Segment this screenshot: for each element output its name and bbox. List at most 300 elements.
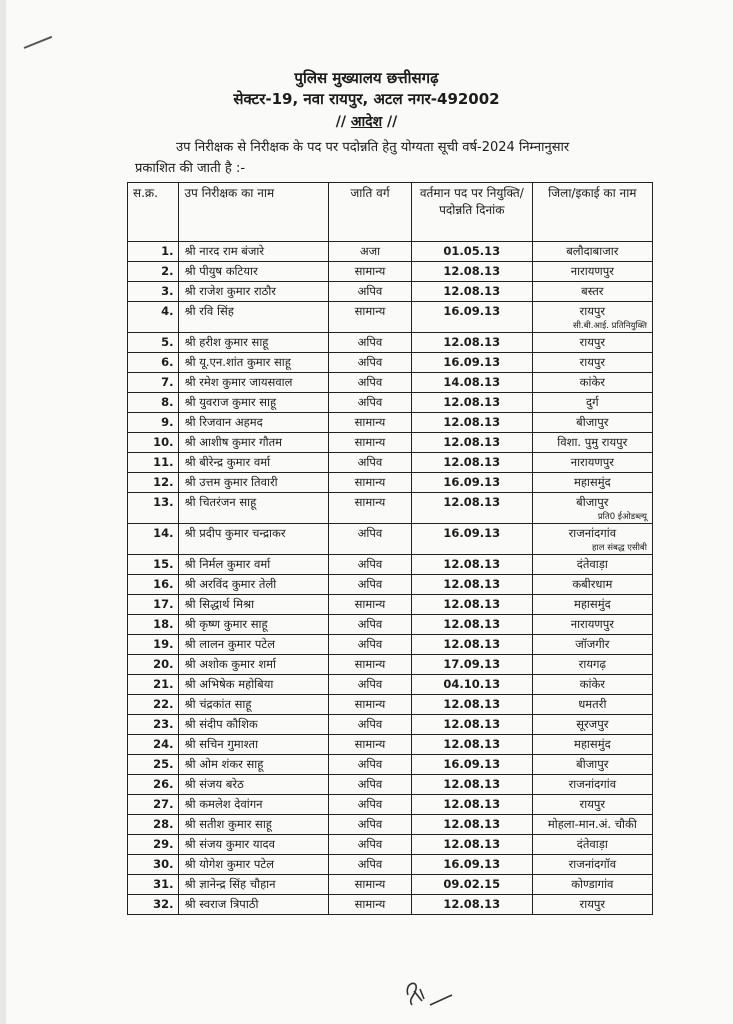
date-cell-text: 12.08.13 bbox=[443, 415, 501, 429]
category-cell bbox=[329, 655, 412, 675]
table-row bbox=[128, 493, 653, 524]
district-cell bbox=[532, 262, 652, 282]
district-cell bbox=[532, 473, 652, 493]
district-cell-text: महासमुंद bbox=[573, 597, 611, 611]
serial-cell bbox=[128, 473, 179, 493]
table-row bbox=[128, 855, 653, 875]
serial-cell bbox=[128, 795, 179, 815]
table-row bbox=[128, 413, 653, 433]
serial-cell bbox=[128, 775, 179, 795]
col-district: जिला/इकाई का नाम bbox=[532, 183, 652, 242]
date-cell-text: 12.08.13 bbox=[443, 264, 501, 278]
table-row bbox=[128, 262, 653, 282]
table-body bbox=[128, 242, 653, 915]
date-cell bbox=[411, 695, 532, 715]
category-cell bbox=[329, 895, 412, 915]
name-cell-text: श्री रवि सिंह bbox=[184, 304, 234, 318]
date-cell-text: 12.08.13 bbox=[443, 737, 501, 751]
name-cell-text: श्री ज्ञानेन्द्र सिंह चौहान bbox=[184, 877, 276, 891]
name-cell bbox=[179, 615, 329, 635]
name-cell-text: श्री संजय बरेठ bbox=[184, 777, 244, 791]
district-cell-text: दंतेवाड़ा bbox=[576, 837, 608, 851]
name-cell bbox=[179, 473, 329, 493]
serial-cell bbox=[128, 815, 179, 835]
category-cell bbox=[329, 302, 412, 333]
district-cell-text: कांकेर bbox=[579, 375, 605, 389]
serial-cell-text: 9. bbox=[161, 415, 174, 429]
category-cell-text: सामान्य bbox=[354, 737, 386, 751]
name-cell-text: श्री सतीश कुमार साहू bbox=[184, 817, 272, 831]
date-cell bbox=[411, 302, 532, 333]
category-cell-text: अपिव bbox=[357, 577, 383, 591]
category-cell-text: सामान्य bbox=[354, 475, 386, 489]
district-cell-text: राजनांदगांव bbox=[568, 777, 617, 791]
date-cell bbox=[411, 715, 532, 735]
district-cell-text: रायपुर bbox=[579, 897, 606, 911]
order-prefix: // bbox=[335, 114, 351, 130]
district-cell bbox=[532, 835, 652, 855]
table-row bbox=[128, 755, 653, 775]
name-cell-text: श्री बीरेन्द्र कुमार वर्मा bbox=[184, 455, 271, 469]
district-cell-text: राजनांदगॉव bbox=[568, 857, 617, 871]
table-row bbox=[128, 242, 653, 262]
serial-cell-text: 27. bbox=[153, 797, 174, 811]
date-cell bbox=[411, 493, 532, 524]
category-cell bbox=[329, 795, 412, 815]
name-cell bbox=[179, 393, 329, 413]
district-cell bbox=[532, 353, 652, 373]
serial-cell bbox=[128, 393, 179, 413]
serial-cell bbox=[128, 433, 179, 453]
district-cell bbox=[532, 815, 652, 835]
district-cell-text: बीजापुर bbox=[576, 495, 609, 509]
scan-edge bbox=[0, 0, 6, 1024]
name-cell bbox=[179, 635, 329, 655]
category-cell bbox=[329, 453, 412, 473]
date-cell bbox=[411, 555, 532, 575]
date-cell bbox=[411, 595, 532, 615]
date-cell-text: 09.02.15 bbox=[443, 877, 501, 891]
name-cell bbox=[179, 675, 329, 695]
serial-cell-text: 10. bbox=[153, 435, 174, 449]
serial-cell bbox=[128, 242, 179, 262]
serial-cell bbox=[128, 262, 179, 282]
category-cell bbox=[329, 242, 412, 262]
district-cell bbox=[532, 333, 652, 353]
intro-line-2: प्रकाशित की जाती है :- bbox=[135, 161, 246, 176]
district-cell-text: रायपुर bbox=[579, 304, 606, 318]
table-row bbox=[128, 282, 653, 302]
district-cell bbox=[532, 855, 652, 875]
serial-cell bbox=[128, 755, 179, 775]
date-cell-text: 12.08.13 bbox=[443, 597, 501, 611]
serial-cell bbox=[128, 575, 179, 595]
category-cell bbox=[329, 575, 412, 595]
category-cell bbox=[329, 635, 412, 655]
date-cell-text: 12.08.13 bbox=[443, 284, 501, 298]
name-cell-text: श्री पीयुष कटियार bbox=[184, 264, 258, 278]
serial-cell-text: 14. bbox=[153, 526, 174, 540]
category-cell-text: अपिव bbox=[357, 857, 383, 871]
category-cell-text: अपिव bbox=[357, 395, 383, 409]
name-cell-text: श्री अरविंद कुमार तेली bbox=[184, 577, 277, 591]
order-title: आदेश bbox=[350, 114, 383, 130]
name-cell bbox=[179, 282, 329, 302]
district-cell bbox=[532, 393, 652, 413]
district-cell bbox=[532, 555, 652, 575]
category-cell bbox=[329, 815, 412, 835]
serial-cell bbox=[128, 895, 179, 915]
date-cell-text: 12.08.13 bbox=[443, 495, 501, 509]
table-header-row bbox=[128, 183, 653, 242]
order-suffix: // bbox=[382, 114, 398, 130]
district-cell-text: दंतेवाड़ा bbox=[576, 557, 608, 571]
serial-cell bbox=[128, 282, 179, 302]
category-cell bbox=[329, 695, 412, 715]
category-cell-text: अपिव bbox=[357, 777, 383, 791]
serial-cell-text: 16. bbox=[153, 577, 174, 591]
serial-cell-text: 23. bbox=[153, 717, 174, 731]
category-cell-text: सामान्य bbox=[354, 415, 386, 429]
category-cell-text: अपिव bbox=[357, 335, 383, 349]
serial-cell-text: 21. bbox=[153, 677, 174, 691]
district-cell bbox=[532, 675, 652, 695]
district-cell-text: महासमुंद bbox=[573, 737, 611, 751]
serial-cell bbox=[128, 373, 179, 393]
name-cell-text: श्री चंद्रकांत साहू bbox=[184, 697, 252, 711]
date-cell bbox=[411, 524, 532, 555]
district-cell bbox=[532, 715, 652, 735]
name-cell bbox=[179, 715, 329, 735]
name-cell bbox=[179, 262, 329, 282]
category-cell bbox=[329, 675, 412, 695]
district-cell-text: बस्तर bbox=[581, 284, 604, 298]
date-cell bbox=[411, 895, 532, 915]
table-row bbox=[128, 302, 653, 333]
district-note: प्रति0 ईओडब्ल्यू bbox=[597, 512, 647, 522]
district-cell bbox=[532, 413, 652, 433]
district-cell-text: राजनांदगांव bbox=[568, 526, 617, 540]
district-cell bbox=[532, 242, 652, 262]
name-cell bbox=[179, 795, 329, 815]
category-cell bbox=[329, 373, 412, 393]
date-cell bbox=[411, 575, 532, 595]
serial-cell bbox=[128, 835, 179, 855]
serial-cell-text: 4. bbox=[161, 304, 174, 318]
date-cell bbox=[411, 413, 532, 433]
table-row bbox=[128, 615, 653, 635]
date-cell bbox=[411, 333, 532, 353]
category-cell bbox=[329, 493, 412, 524]
date-cell bbox=[411, 635, 532, 655]
table-row bbox=[128, 875, 653, 895]
district-cell-text: कबीरधाम bbox=[572, 577, 613, 591]
category-cell-text: अपिव bbox=[357, 797, 383, 811]
district-cell-text: रायगढ़ bbox=[578, 657, 606, 671]
table-row bbox=[128, 524, 653, 555]
name-cell bbox=[179, 595, 329, 615]
district-cell-text: जॉजगीर bbox=[575, 637, 610, 651]
serial-cell bbox=[128, 715, 179, 735]
district-cell bbox=[532, 695, 652, 715]
name-cell-text: श्री सिद्धार्थ मिश्रा bbox=[184, 597, 255, 611]
table-row bbox=[128, 835, 653, 855]
date-cell bbox=[411, 815, 532, 835]
serial-cell-text: 31. bbox=[153, 877, 174, 891]
district-cell-text: रायपुर bbox=[579, 797, 606, 811]
date-cell bbox=[411, 675, 532, 695]
date-cell-text: 12.08.13 bbox=[443, 395, 501, 409]
category-cell bbox=[329, 393, 412, 413]
table-row bbox=[128, 353, 653, 373]
table-row bbox=[128, 453, 653, 473]
category-cell-text: अपिव bbox=[357, 717, 383, 731]
table-row bbox=[128, 655, 653, 675]
name-cell bbox=[179, 493, 329, 524]
district-cell-text: सूरजपुर bbox=[576, 717, 609, 731]
district-cell bbox=[532, 615, 652, 635]
district-cell-text: धमतरी bbox=[578, 697, 607, 711]
col-name: उप निरीक्षक का नाम bbox=[179, 183, 329, 242]
category-cell bbox=[329, 875, 412, 895]
name-cell bbox=[179, 875, 329, 895]
name-cell bbox=[179, 373, 329, 393]
name-cell bbox=[179, 775, 329, 795]
category-cell bbox=[329, 775, 412, 795]
table-row bbox=[128, 333, 653, 353]
signature bbox=[400, 975, 470, 1015]
serial-cell bbox=[128, 302, 179, 333]
serial-cell-text: 3. bbox=[161, 284, 174, 298]
name-cell-text: श्री प्रदीप कुमार चन्द्राकर bbox=[184, 526, 286, 540]
category-cell bbox=[329, 413, 412, 433]
name-cell bbox=[179, 524, 329, 555]
district-cell-text: नारायणपुर bbox=[570, 617, 614, 631]
name-cell bbox=[179, 835, 329, 855]
category-cell bbox=[329, 353, 412, 373]
org-title: पुलिस मुख्यालय छत्तीसगढ़ bbox=[294, 69, 439, 87]
district-cell-text: मोहला-मान.अं. चौकी bbox=[547, 817, 637, 831]
serial-cell-text: 24. bbox=[153, 737, 174, 751]
date-cell bbox=[411, 615, 532, 635]
col-category: जाति वर्ग bbox=[329, 183, 412, 242]
date-cell-text: 12.08.13 bbox=[443, 617, 501, 631]
category-cell-text: अपिव bbox=[357, 375, 383, 389]
district-cell-text: विशा. पुमु रायपुर bbox=[557, 435, 628, 449]
name-cell-text: श्री राजेश कुमार राठौर bbox=[184, 284, 277, 298]
name-cell bbox=[179, 815, 329, 835]
table-row bbox=[128, 635, 653, 655]
serial-cell bbox=[128, 635, 179, 655]
date-cell bbox=[411, 655, 532, 675]
name-cell bbox=[179, 453, 329, 473]
category-cell bbox=[329, 735, 412, 755]
category-cell bbox=[329, 855, 412, 875]
category-cell bbox=[329, 715, 412, 735]
serial-cell-text: 18. bbox=[153, 617, 174, 631]
name-cell-text: श्री ओम शंकर साहू bbox=[184, 757, 264, 771]
serial-cell bbox=[128, 493, 179, 524]
district-cell-text: दुर्ग bbox=[586, 395, 599, 409]
name-cell-text: श्री हरीश कुमार साहू bbox=[184, 335, 269, 349]
table-row bbox=[128, 473, 653, 493]
date-cell bbox=[411, 795, 532, 815]
serial-cell-text: 13. bbox=[153, 495, 174, 509]
table-row bbox=[128, 675, 653, 695]
category-cell-text: सामान्य bbox=[354, 495, 386, 509]
category-cell-text: अपिव bbox=[357, 637, 383, 651]
serial-cell-text: 26. bbox=[153, 777, 174, 791]
category-cell bbox=[329, 615, 412, 635]
serial-cell bbox=[128, 453, 179, 473]
serial-cell-text: 28. bbox=[153, 817, 174, 831]
serial-cell bbox=[128, 595, 179, 615]
district-cell bbox=[532, 595, 652, 615]
category-cell-text: सामान्य bbox=[354, 897, 386, 911]
name-cell bbox=[179, 655, 329, 675]
name-cell-text: श्री कृष्ण कुमार साहू bbox=[184, 617, 268, 631]
category-cell bbox=[329, 755, 412, 775]
district-cell bbox=[532, 635, 652, 655]
name-cell-text: श्री योगेश कुमार पटेल bbox=[184, 857, 274, 871]
date-cell-text: 12.08.13 bbox=[443, 335, 501, 349]
category-cell-text: अजा bbox=[359, 244, 381, 258]
intro-line-1: उप निरीक्षक से निरीक्षक के पद पर पदोन्नति हेतु योग्यता सूची वर्ष-2024 निम्नानुसार bbox=[176, 140, 570, 155]
merit-list-table bbox=[127, 182, 653, 915]
name-cell bbox=[179, 695, 329, 715]
date-cell-text: 12.08.13 bbox=[443, 777, 501, 791]
col-date: वर्तमान पद पर नियुक्ति/पदोन्नति दिनांक bbox=[411, 183, 532, 242]
date-cell-text: 12.08.13 bbox=[443, 797, 501, 811]
table-row bbox=[128, 373, 653, 393]
serial-cell-text: 25. bbox=[153, 757, 174, 771]
serial-cell bbox=[128, 675, 179, 695]
district-cell-text: बीजापुर bbox=[576, 415, 609, 429]
district-cell bbox=[532, 493, 652, 524]
district-cell bbox=[532, 524, 652, 555]
category-cell-text: अपिव bbox=[357, 677, 383, 691]
name-cell-text: श्री उत्तम कुमार तिवारी bbox=[184, 475, 278, 489]
serial-cell bbox=[128, 555, 179, 575]
date-cell-text: 01.05.13 bbox=[443, 244, 501, 258]
district-cell bbox=[532, 775, 652, 795]
date-cell-text: 12.08.13 bbox=[443, 435, 501, 449]
serial-cell-text: 32. bbox=[153, 897, 174, 911]
name-cell-text: श्री निर्मल कुमार वर्मा bbox=[184, 557, 271, 571]
district-cell bbox=[532, 575, 652, 595]
category-cell bbox=[329, 433, 412, 453]
serial-cell bbox=[128, 655, 179, 675]
category-cell bbox=[329, 524, 412, 555]
category-cell bbox=[329, 262, 412, 282]
category-cell bbox=[329, 595, 412, 615]
date-cell bbox=[411, 433, 532, 453]
name-cell bbox=[179, 353, 329, 373]
district-cell bbox=[532, 655, 652, 675]
date-cell-text: 12.08.13 bbox=[443, 817, 501, 831]
district-cell-text: नारायणपुर bbox=[570, 264, 614, 278]
table-row bbox=[128, 575, 653, 595]
date-cell-text: 12.08.13 bbox=[443, 455, 501, 469]
serial-cell bbox=[128, 353, 179, 373]
date-cell-text: 12.08.13 bbox=[443, 837, 501, 851]
district-cell bbox=[532, 875, 652, 895]
table-row bbox=[128, 775, 653, 795]
name-cell-text: श्री सचिन गुमाश्ता bbox=[184, 737, 259, 751]
table-row bbox=[128, 795, 653, 815]
col-serial: स.क्र. bbox=[128, 183, 179, 242]
name-cell-text: श्री रिजवान अहमद bbox=[184, 415, 263, 429]
name-cell-text: श्री अशोक कुमार शर्मा bbox=[184, 657, 277, 671]
serial-cell bbox=[128, 333, 179, 353]
table-row bbox=[128, 393, 653, 413]
name-cell bbox=[179, 413, 329, 433]
serial-cell bbox=[128, 615, 179, 635]
district-cell bbox=[532, 373, 652, 393]
name-cell-text: श्री नारद राम बंजारे bbox=[184, 244, 265, 258]
serial-cell-text: 29. bbox=[153, 837, 174, 851]
table-row bbox=[128, 735, 653, 755]
table-row bbox=[128, 433, 653, 453]
serial-cell-text: 19. bbox=[153, 637, 174, 651]
category-cell-text: सामान्य bbox=[354, 877, 386, 891]
name-cell bbox=[179, 242, 329, 262]
pen-mark bbox=[24, 36, 53, 49]
date-cell bbox=[411, 875, 532, 895]
date-cell-text: 12.08.13 bbox=[443, 897, 501, 911]
date-cell bbox=[411, 353, 532, 373]
serial-cell-text: 15. bbox=[153, 557, 174, 571]
category-cell-text: सामान्य bbox=[354, 597, 386, 611]
serial-cell bbox=[128, 875, 179, 895]
date-cell-text: 16.09.13 bbox=[443, 757, 501, 771]
table-row bbox=[128, 595, 653, 615]
category-cell bbox=[329, 835, 412, 855]
name-cell-text: श्री रमेश कुमार जायसवाल bbox=[184, 375, 293, 389]
date-cell-text: 16.09.13 bbox=[443, 526, 501, 540]
district-note: हाल संबद्ध एसीबी bbox=[592, 543, 647, 553]
serial-cell bbox=[128, 735, 179, 755]
category-cell-text: अपिव bbox=[357, 526, 383, 540]
serial-cell-text: 11. bbox=[153, 455, 174, 469]
serial-cell-text: 7. bbox=[161, 375, 174, 389]
date-cell-text: 17.09.13 bbox=[443, 657, 501, 671]
date-cell bbox=[411, 373, 532, 393]
table-row bbox=[128, 695, 653, 715]
serial-cell-text: 8. bbox=[161, 395, 174, 409]
date-cell bbox=[411, 775, 532, 795]
table-row bbox=[128, 555, 653, 575]
serial-cell-text: 22. bbox=[153, 697, 174, 711]
serial-cell bbox=[128, 413, 179, 433]
name-cell-text: श्री संजय कुमार यादव bbox=[184, 837, 276, 851]
serial-cell-text: 5. bbox=[161, 335, 174, 349]
district-cell-text: नारायणपुर bbox=[570, 455, 614, 469]
category-cell-text: अपिव bbox=[357, 355, 383, 369]
date-cell bbox=[411, 835, 532, 855]
date-cell bbox=[411, 262, 532, 282]
date-cell-text: 16.09.13 bbox=[443, 857, 501, 871]
name-cell bbox=[179, 302, 329, 333]
category-cell bbox=[329, 473, 412, 493]
name-cell-text: श्री स्वराज त्रिपाठी bbox=[184, 897, 259, 911]
date-cell-text: 12.08.13 bbox=[443, 637, 501, 651]
category-cell-text: अपिव bbox=[357, 757, 383, 771]
district-cell bbox=[532, 282, 652, 302]
name-cell bbox=[179, 735, 329, 755]
serial-cell-text: 2. bbox=[161, 264, 174, 278]
name-cell bbox=[179, 755, 329, 775]
